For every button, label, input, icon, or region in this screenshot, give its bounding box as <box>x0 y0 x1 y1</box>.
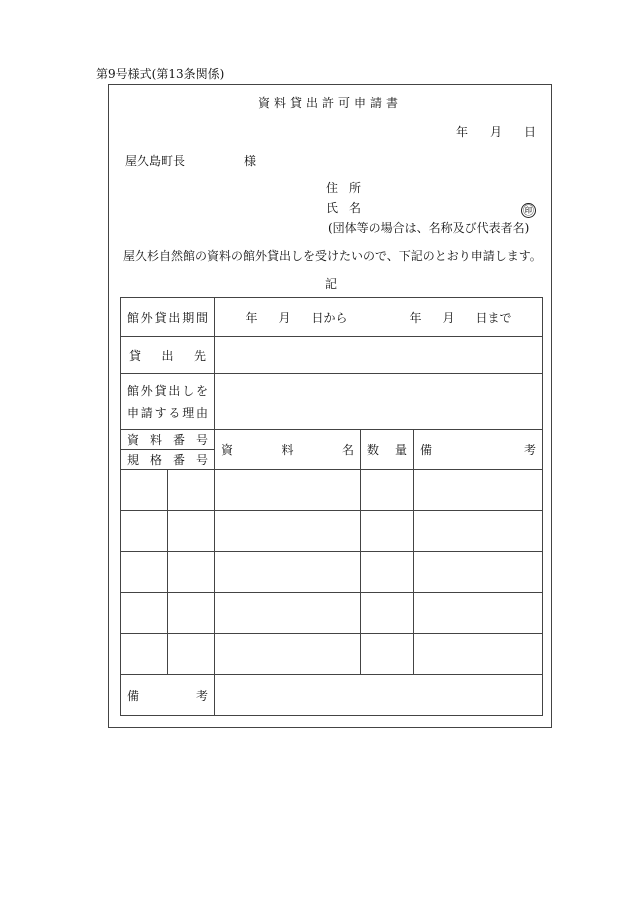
applicant-note: (団体等の場合は、名称及び代表者名) <box>328 221 530 235</box>
ki-heading: 記 <box>325 277 338 291</box>
remarks-header: 備 考 <box>414 430 543 470</box>
request-statement: 屋久杉自然館の資料の館外貸出しを受けたいので、下記のとおり申請します。 <box>123 249 542 263</box>
material-name-header: 資 料 名 <box>215 430 361 470</box>
reason-label-cell: 館 外 貸 出 し を 申 請 す る 理 由 <box>121 374 215 430</box>
item-material-name[interactable] <box>215 634 361 675</box>
lender-label-cell: 貸 出 先 <box>121 337 215 374</box>
address-label-1: 住 <box>326 181 339 195</box>
item-material-name[interactable] <box>215 470 361 511</box>
item-quantity[interactable] <box>361 470 414 511</box>
name-label-1: 氏 <box>326 201 339 215</box>
header-row-1 <box>121 430 543 450</box>
item-remarks[interactable] <box>414 470 543 511</box>
lender-value-cell[interactable] <box>215 337 543 374</box>
item-row <box>121 511 543 552</box>
item-row <box>121 593 543 634</box>
item-material-name[interactable] <box>215 593 361 634</box>
spec-number-label: 規 格 番 号 <box>121 450 215 470</box>
item-remarks[interactable] <box>414 552 543 593</box>
form-title: 資料貸出許可申請書 <box>257 96 402 110</box>
item-material-number[interactable] <box>121 634 168 675</box>
item-spec-number[interactable] <box>168 634 215 675</box>
item-material-name[interactable] <box>215 511 361 552</box>
addressee-honorific: 様 <box>244 154 257 168</box>
item-spec-number[interactable] <box>168 593 215 634</box>
date-year-label: 年 <box>456 125 469 139</box>
item-material-number[interactable] <box>121 593 168 634</box>
period-row <box>121 298 543 337</box>
period-label-cell: 館 外 貸 出 期 間 <box>121 298 215 337</box>
name-label-2: 名 <box>349 201 362 215</box>
item-spec-number[interactable] <box>168 470 215 511</box>
reason-row <box>121 374 543 430</box>
item-quantity[interactable] <box>361 593 414 634</box>
bottom-remarks-row <box>121 675 543 716</box>
item-row <box>121 470 543 511</box>
loan-table <box>120 297 543 716</box>
item-quantity[interactable] <box>361 552 414 593</box>
date-month-label: 月 <box>490 125 503 139</box>
item-material-name[interactable] <box>215 552 361 593</box>
bottom-remarks-value[interactable] <box>215 675 543 716</box>
item-spec-number[interactable] <box>168 511 215 552</box>
form-number: 第9号様式(第13条関係) <box>96 67 225 81</box>
item-row <box>121 634 543 675</box>
item-material-number[interactable] <box>121 552 168 593</box>
item-remarks[interactable] <box>414 593 543 634</box>
date-day-label: 日 <box>524 125 537 139</box>
item-quantity[interactable] <box>361 511 414 552</box>
reason-value-cell[interactable] <box>215 374 543 430</box>
lender-row <box>121 337 543 374</box>
item-material-number[interactable] <box>121 470 168 511</box>
quantity-header: 数 量 <box>361 430 414 470</box>
bottom-remarks-label: 備 考 <box>121 675 215 716</box>
address-label-2: 所 <box>349 181 362 195</box>
item-spec-number[interactable] <box>168 552 215 593</box>
item-quantity[interactable] <box>361 634 414 675</box>
period-value-cell[interactable]: 年 月 日から 年 月 日まで <box>215 298 543 337</box>
addressee-name: 屋久島町長 <box>125 154 186 168</box>
item-row <box>121 552 543 593</box>
item-material-number[interactable] <box>121 511 168 552</box>
seal-mark: ㊞ <box>523 204 534 217</box>
item-remarks[interactable] <box>414 511 543 552</box>
material-number-label: 資 料 番 号 <box>121 430 215 450</box>
item-remarks[interactable] <box>414 634 543 675</box>
